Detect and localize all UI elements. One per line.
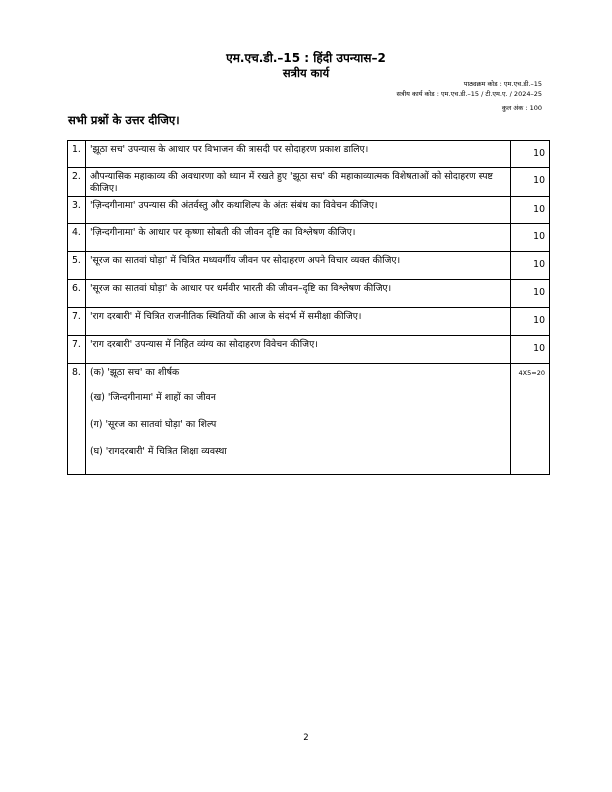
question-number: 8. — [68, 364, 86, 475]
assignment-code: सत्रीय कार्य कोड : एम.एच.डी.–15 / टी.एम.ए. / 2024–25 — [396, 90, 542, 98]
question-text: 'ज़िन्दगीनामा' उपन्यास की अंतर्वस्तु और कथाशिल्प के अंतः संबंध का विवेचन कीजिए। — [86, 197, 511, 224]
question-marks: 10 — [511, 308, 550, 336]
question-text: 'सूरज का सातवां घोड़ा' में चित्रित मध्यवर्गीय जीवन पर सोदाहरण अपने विचार व्यक्त कीजिए। — [86, 252, 511, 280]
questions-table — [67, 140, 550, 475]
question-number: 5. — [68, 252, 86, 280]
question-number: 7. — [68, 308, 86, 336]
document-title: एम.एच.डी.–15 : हिंदी उपन्यास–2 — [226, 51, 386, 65]
question-number: 1. — [68, 141, 86, 168]
question-marks: 10 — [511, 141, 550, 168]
total-marks: कुल अंक : 100 — [501, 104, 542, 112]
question-number: 6. — [68, 280, 86, 308]
question-text: 'राग दरबारी' उपन्यास में निहित व्यंग्य का सोदाहरण विवेचन कीजिए। — [86, 336, 511, 364]
question-text: 'सूरज का सातवां घोड़ा' के आधार पर धर्मवीर भारती की जीवन–दृष्टि का विश्लेषण कीजिए। — [86, 280, 511, 308]
page-number: 2 — [303, 733, 309, 743]
question-parts — [86, 364, 511, 475]
question-marks: 10 — [511, 197, 550, 224]
question-row — [68, 141, 550, 168]
question-text: 'झूठा सच' उपन्यास के आधार पर विभाजन की त्रासदी पर सोदाहरण प्रकाश डालिए। — [86, 141, 511, 168]
document-subtitle: सत्रीय कार्य — [282, 66, 330, 80]
course-code: पाठ्यक्रम कोड : एम.एच.डी.–15 — [463, 80, 542, 88]
question-part: (घ) 'रागदरबारी' में चित्रित शिक्षा व्यवस्था — [90, 446, 227, 457]
question-row — [68, 280, 550, 308]
question-part: (ग) 'सूरज का सातवां घोड़ा' का शिल्प — [90, 419, 217, 430]
question-row — [68, 336, 550, 364]
question-number: 3. — [68, 197, 86, 224]
instruction: सभी प्रश्नों के उत्तर दीजिए। — [68, 113, 180, 127]
question-row — [68, 364, 550, 475]
question-part: (क) 'झूठा सच' का शीर्षक — [90, 367, 180, 378]
question-row — [68, 168, 550, 197]
question-part: (ख) 'जिन्दगीनामा' में शाहों का जीवन — [90, 392, 216, 403]
question-number: 2. — [68, 168, 86, 197]
question-marks: 10 — [511, 168, 550, 197]
question-marks: 10 — [511, 224, 550, 252]
question-text: औपन्यासिक महाकाव्य की अवधारणा को ध्यान में रखते हुए 'झूठा सच' की महाकाव्यात्मक विशेषताओं को सोदाहरण स्पष्ट कीजिए। — [86, 168, 511, 197]
question-number: 4. — [68, 224, 86, 252]
question-row — [68, 224, 550, 252]
question-row — [68, 308, 550, 336]
question-text: 'ज़िन्दगीनामा' के आधार पर कृष्णा सोबती की जीवन दृष्टि का विश्लेषण कीजिए। — [86, 224, 511, 252]
question-marks: 10 — [511, 336, 550, 364]
question-row — [68, 252, 550, 280]
question-text: 'राग दरबारी' में चित्रित राजनीतिक स्थितियों की आज के संदर्भ में समीक्षा कीजिए। — [86, 308, 511, 336]
question-marks: 10 — [511, 252, 550, 280]
question-marks: 10 — [511, 280, 550, 308]
question-marks: 4X5=20 — [511, 364, 550, 475]
question-number: 7. — [68, 336, 86, 364]
question-row — [68, 197, 550, 224]
